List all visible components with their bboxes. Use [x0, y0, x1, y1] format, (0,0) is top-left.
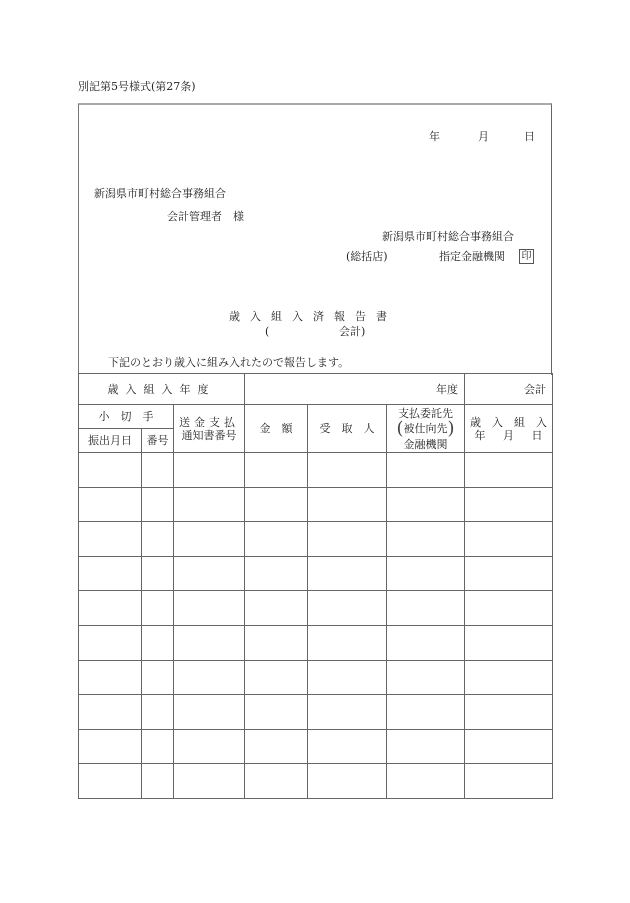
header-incorp-month: 月 — [503, 428, 515, 442]
cell-bank[interactable] — [387, 522, 465, 557]
cell-recipient[interactable] — [308, 764, 387, 799]
header-incorp-day: 日 — [531, 428, 543, 442]
cell-check-date[interactable] — [79, 453, 142, 488]
addressee-title: 会計管理者 様 — [167, 210, 244, 223]
form-number-label: 別記第5号様式(第27条) — [78, 80, 196, 93]
cell-remittance-number[interactable] — [174, 522, 245, 557]
cell-amount[interactable] — [245, 625, 308, 660]
cell-bank[interactable] — [387, 453, 465, 488]
cell-amount[interactable] — [245, 487, 308, 522]
cell-check-number[interactable] — [142, 729, 174, 764]
cell-check-date[interactable] — [79, 591, 142, 626]
cell-bank[interactable] — [387, 660, 465, 695]
table-row — [79, 487, 553, 522]
header-check-date: 振出月日 — [79, 429, 142, 453]
cell-recipient[interactable] — [308, 591, 387, 626]
cell-check-number[interactable] — [142, 453, 174, 488]
document-title: 歳入組入済報告書 — [229, 310, 397, 323]
cell-check-number[interactable] — [142, 764, 174, 799]
cell-recipient[interactable] — [308, 729, 387, 764]
cell-check-date[interactable] — [79, 487, 142, 522]
cell-check-date[interactable] — [79, 625, 142, 660]
cell-check-number[interactable] — [142, 695, 174, 730]
cell-amount[interactable] — [245, 660, 308, 695]
addressee-organization: 新潟県市町村総合事務組合 — [94, 187, 226, 200]
cell-amount[interactable] — [245, 522, 308, 557]
cell-remittance-number[interactable] — [174, 695, 245, 730]
sender-branch: (総括店) — [346, 250, 388, 263]
cell-bank[interactable] — [387, 556, 465, 591]
cell-bank[interactable] — [387, 591, 465, 626]
cell-incorporation-date[interactable] — [465, 487, 553, 522]
cell-amount[interactable] — [245, 695, 308, 730]
cell-recipient[interactable] — [308, 695, 387, 730]
header-amount: 金 額 — [245, 405, 308, 453]
cell-incorporation-date[interactable] — [465, 591, 553, 626]
fiscal-year-row — [79, 374, 553, 405]
header-remittance-line1: 送金支払 — [179, 415, 239, 429]
cell-incorporation-date[interactable] — [465, 556, 553, 591]
header-bank-line2: 被仕向先 — [403, 422, 448, 435]
date-day-label: 日 — [524, 130, 535, 143]
cell-remittance-number[interactable] — [174, 764, 245, 799]
account-field[interactable]: 会計 — [465, 374, 553, 405]
cell-incorporation-date[interactable] — [465, 660, 553, 695]
brace-left: ( — [396, 417, 404, 439]
table-row — [79, 453, 553, 488]
table-row — [79, 556, 553, 591]
cell-incorporation-date[interactable] — [465, 729, 553, 764]
header-remittance-line2: 通知書番号 — [181, 428, 237, 442]
cell-bank[interactable] — [387, 764, 465, 799]
table-row — [79, 764, 553, 799]
report-statement: 下記のとおり歳入に組み入れたので報告します。 — [108, 356, 350, 369]
cell-check-date[interactable] — [79, 556, 142, 591]
header-remittance — [174, 405, 245, 453]
cell-incorporation-date[interactable] — [465, 695, 553, 730]
cell-remittance-number[interactable] — [174, 660, 245, 695]
header-incorp-year: 年 — [474, 428, 486, 442]
cell-recipient[interactable] — [308, 556, 387, 591]
cell-remittance-number[interactable] — [174, 487, 245, 522]
cell-recipient[interactable] — [308, 487, 387, 522]
cell-amount[interactable] — [245, 556, 308, 591]
cell-recipient[interactable] — [308, 660, 387, 695]
header-bank — [387, 405, 465, 453]
cell-bank[interactable] — [387, 625, 465, 660]
cell-amount[interactable] — [245, 764, 308, 799]
cell-remittance-number[interactable] — [174, 591, 245, 626]
cell-remittance-number[interactable] — [174, 556, 245, 591]
table-row — [79, 695, 553, 730]
header-incorp-line1: 歳 入 組 入 — [470, 415, 548, 429]
cell-check-date[interactable] — [79, 695, 142, 730]
header-incorporation-date — [465, 405, 553, 453]
cell-remittance-number[interactable] — [174, 625, 245, 660]
date-year-label: 年 — [429, 130, 440, 143]
cell-incorporation-date[interactable] — [465, 453, 553, 488]
seal-stamp-box: 印 — [519, 249, 534, 264]
table-row — [79, 729, 553, 764]
cell-check-number[interactable] — [142, 591, 174, 626]
cell-recipient[interactable] — [308, 625, 387, 660]
table-row — [79, 591, 553, 626]
cell-amount[interactable] — [245, 591, 308, 626]
cell-remittance-number[interactable] — [174, 453, 245, 488]
cell-remittance-number[interactable] — [174, 729, 245, 764]
cell-check-number[interactable] — [142, 522, 174, 557]
cell-bank[interactable] — [387, 695, 465, 730]
cell-amount[interactable] — [245, 729, 308, 764]
brace-right: ) — [447, 417, 455, 439]
cell-recipient[interactable] — [308, 522, 387, 557]
header-bank-line1: 支払委託先 — [398, 406, 454, 420]
cell-check-number[interactable] — [142, 487, 174, 522]
fiscal-year-field[interactable]: 年度 — [245, 374, 465, 405]
cell-incorporation-date[interactable] — [465, 522, 553, 557]
report-table — [78, 373, 553, 799]
table-row — [79, 522, 553, 557]
cell-amount[interactable] — [245, 453, 308, 488]
header-bank-line3: 金融機関 — [403, 437, 448, 451]
cell-check-date[interactable] — [79, 660, 142, 695]
cell-incorporation-date[interactable] — [465, 625, 553, 660]
sender-organization: 新潟県市町村総合事務組合 — [382, 230, 514, 243]
cell-check-number[interactable] — [142, 660, 174, 695]
cell-bank[interactable] — [387, 487, 465, 522]
cell-bank[interactable] — [387, 729, 465, 764]
cell-incorporation-date[interactable] — [465, 764, 553, 799]
fiscal-year-label: 歳入組入年度 — [79, 374, 245, 405]
document-subtitle-account: 会計) — [339, 325, 366, 338]
header-recipient: 受 取 人 — [308, 405, 387, 453]
cell-check-number[interactable] — [142, 556, 174, 591]
cell-check-date[interactable] — [79, 729, 142, 764]
cell-check-date[interactable] — [79, 522, 142, 557]
sender-bank: 指定金融機関 — [439, 250, 505, 263]
cell-check-date[interactable] — [79, 764, 142, 799]
header-check: 小 切 手 — [79, 405, 174, 429]
cell-recipient[interactable] — [308, 453, 387, 488]
cell-check-number[interactable] — [142, 625, 174, 660]
table-row — [79, 625, 553, 660]
header-check-number: 番号 — [142, 429, 174, 453]
header-row — [79, 405, 553, 429]
table-row — [79, 660, 553, 695]
date-month-label: 月 — [478, 130, 489, 143]
document-subtitle-open: ( — [265, 325, 270, 338]
